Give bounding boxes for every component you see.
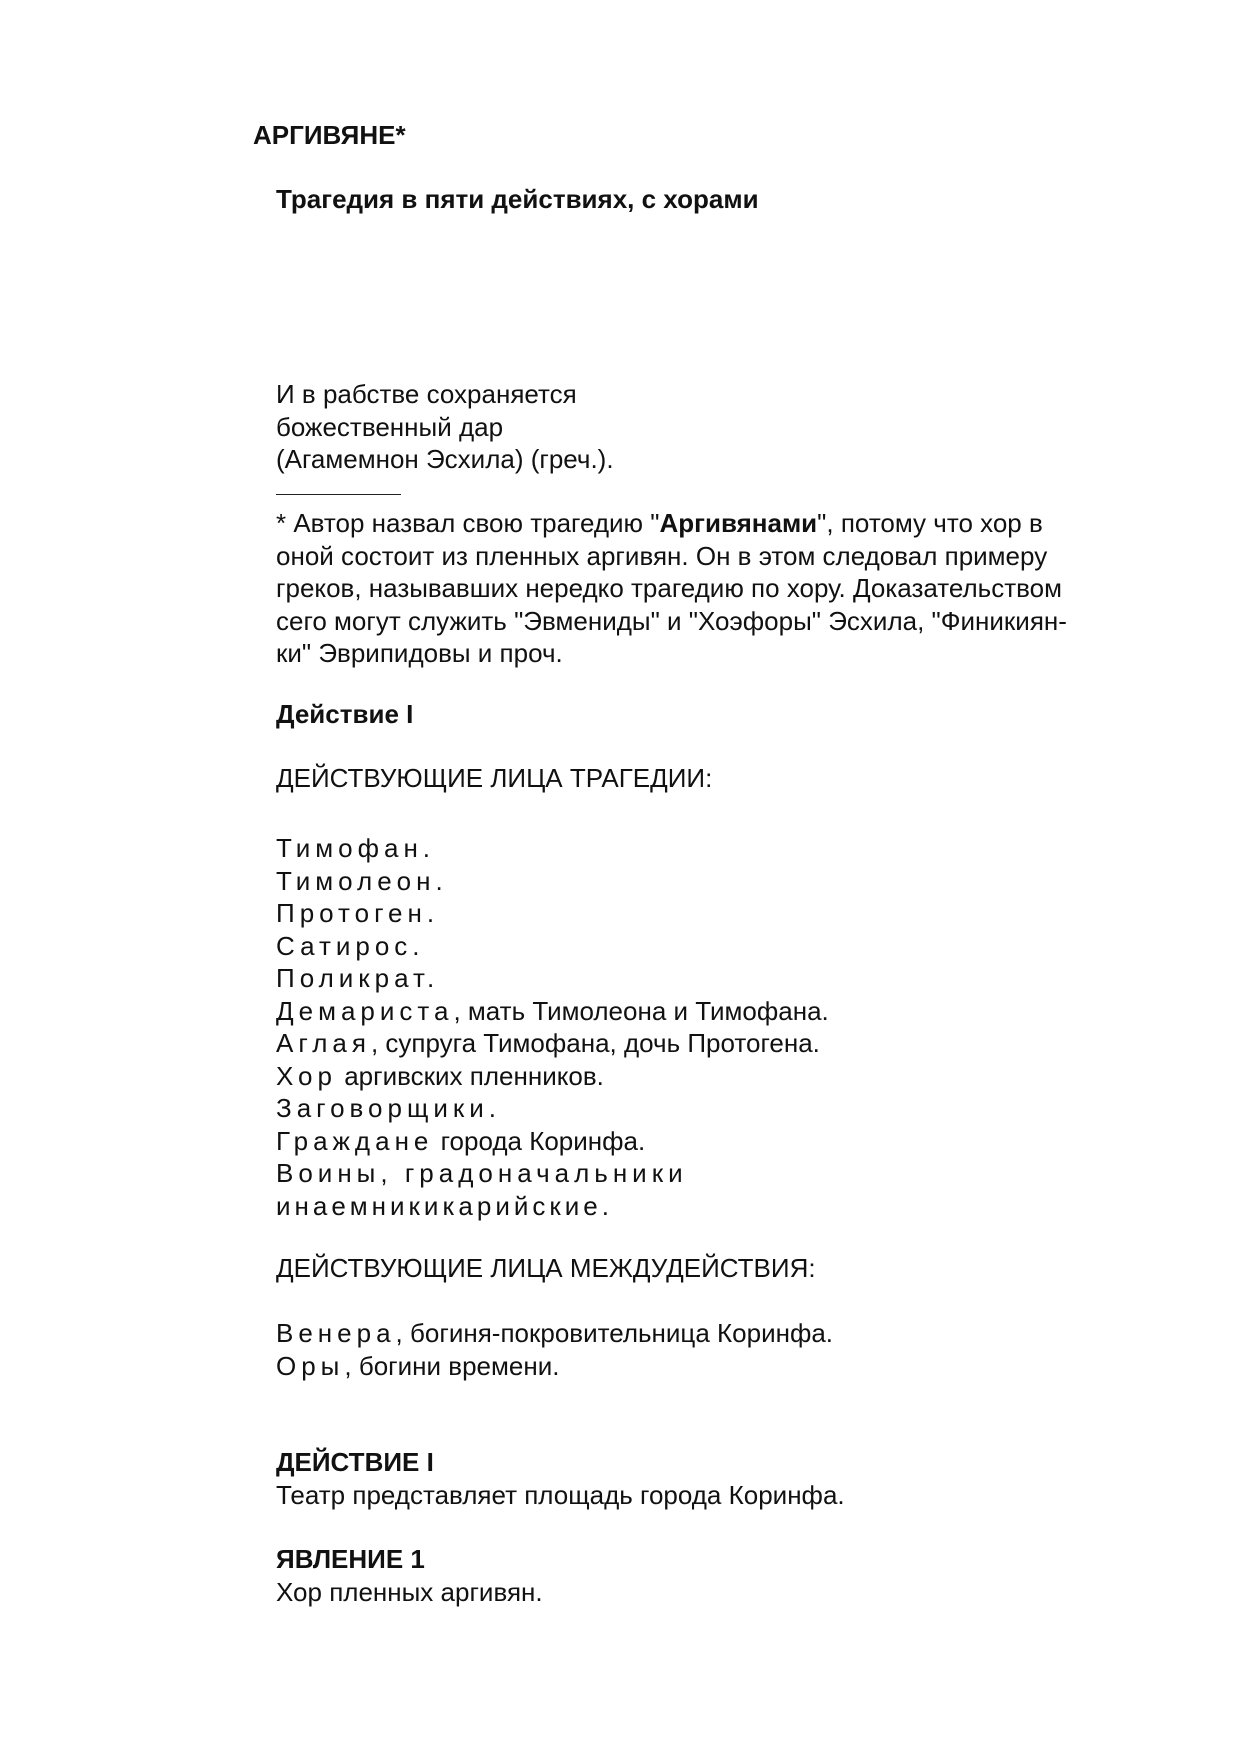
cast-item xyxy=(276,1190,1156,1223)
cast-description: аргивских пленников. xyxy=(336,1060,604,1091)
cast-item xyxy=(276,1092,1156,1125)
scene-one-text: Хор пленных аргивян. xyxy=(276,1577,543,1607)
scene-one-heading: ЯВЛЕНИЕ 1 xyxy=(276,1544,425,1574)
cast-heading: ДЕЙСТВУЮЩИЕ ЛИЦА ТРАГЕДИИ: xyxy=(276,763,713,793)
cast-name: Поликрат. xyxy=(276,963,440,993)
cast-name: Тимолеон. xyxy=(276,865,448,896)
footnote-text: ", потому что хор в xyxy=(817,508,1043,538)
cast-item xyxy=(276,1350,1156,1383)
cast-name: Хор xyxy=(276,1060,337,1091)
cast-name: Оры xyxy=(276,1350,345,1381)
cast-description: , супруга Тимофана, дочь Протогена. xyxy=(370,1028,820,1058)
cast-list xyxy=(276,832,1156,1222)
play-title: АРГИВЯНЕ* xyxy=(253,120,406,150)
cast-item xyxy=(276,832,1156,865)
cast-description: , богини времени. xyxy=(344,1350,560,1381)
cast-item xyxy=(276,1157,1156,1190)
cast-name: Сатирос. xyxy=(276,930,425,961)
cast-item xyxy=(276,1317,1156,1350)
cast-name: Венера xyxy=(276,1318,396,1348)
cast-item xyxy=(276,1125,1156,1158)
cast-item xyxy=(276,1060,1156,1093)
footnote-line: греков, называвших нередко трагедию по хору. Доказательством xyxy=(276,573,1062,603)
act-one-setting: Театр представляет площадь города Коринфа. xyxy=(276,1480,845,1510)
epigraph-line: И в рабстве сохраняется xyxy=(276,379,577,409)
play-subtitle: Трагедия в пяти действиях, с хорами xyxy=(276,184,759,214)
cast-name: Граждане xyxy=(276,1125,434,1156)
cast-name: Воины, градоначальники xyxy=(276,1158,688,1188)
cast-name: Заговорщики. xyxy=(276,1093,502,1123)
cast-item xyxy=(276,865,1156,898)
cast-name: Протоген. xyxy=(276,898,440,928)
cast-name: инаемникикарийские. xyxy=(276,1190,613,1221)
epigraph xyxy=(276,378,1156,476)
cast-description: , богиня-покровительница Коринфа. xyxy=(395,1318,834,1348)
footnote xyxy=(276,507,1156,670)
cast-name: Аглая xyxy=(276,1028,371,1058)
cast-name: Тимофан. xyxy=(276,833,436,863)
act-heading: Действие I xyxy=(276,699,414,729)
cast-item xyxy=(276,995,1156,1028)
footnote-separator xyxy=(276,494,401,495)
footnote-line: ки" Эврипидовы и проч. xyxy=(276,638,563,668)
cast-description: города Коринфа. xyxy=(433,1125,646,1156)
cast-item xyxy=(276,930,1156,963)
cast-name: Демариста xyxy=(276,995,454,1026)
footnote-line: сего могут служить "Эвмениды" и "Хоэфоры" Эсхила, "Финикиян- xyxy=(276,605,1067,636)
interlude-cast-heading: ДЕЙСТВУЮЩИЕ ЛИЦА МЕЖДУДЕЙСТВИЯ: xyxy=(276,1253,816,1283)
cast-item xyxy=(276,1027,1156,1060)
footnote-bold-term: Аргивянами xyxy=(659,508,818,538)
footnote-text: * Автор назвал свою трагедию " xyxy=(276,508,660,538)
interlude-cast-list xyxy=(276,1317,1156,1382)
epigraph-line: божественный дар xyxy=(276,411,504,442)
footnote-line: оной состоит из пленных аргивян. Он в этом следовал примеру xyxy=(276,540,1048,571)
cast-item xyxy=(276,897,1156,930)
footnote-line xyxy=(276,507,1156,540)
act-one-heading: ДЕЙСТВИЕ I xyxy=(276,1447,434,1477)
cast-description: , мать Тимолеона и Тимофана. xyxy=(453,995,829,1026)
epigraph-line: (Агамемнон Эсхила) (греч.). xyxy=(276,444,614,474)
cast-item xyxy=(276,962,1156,995)
